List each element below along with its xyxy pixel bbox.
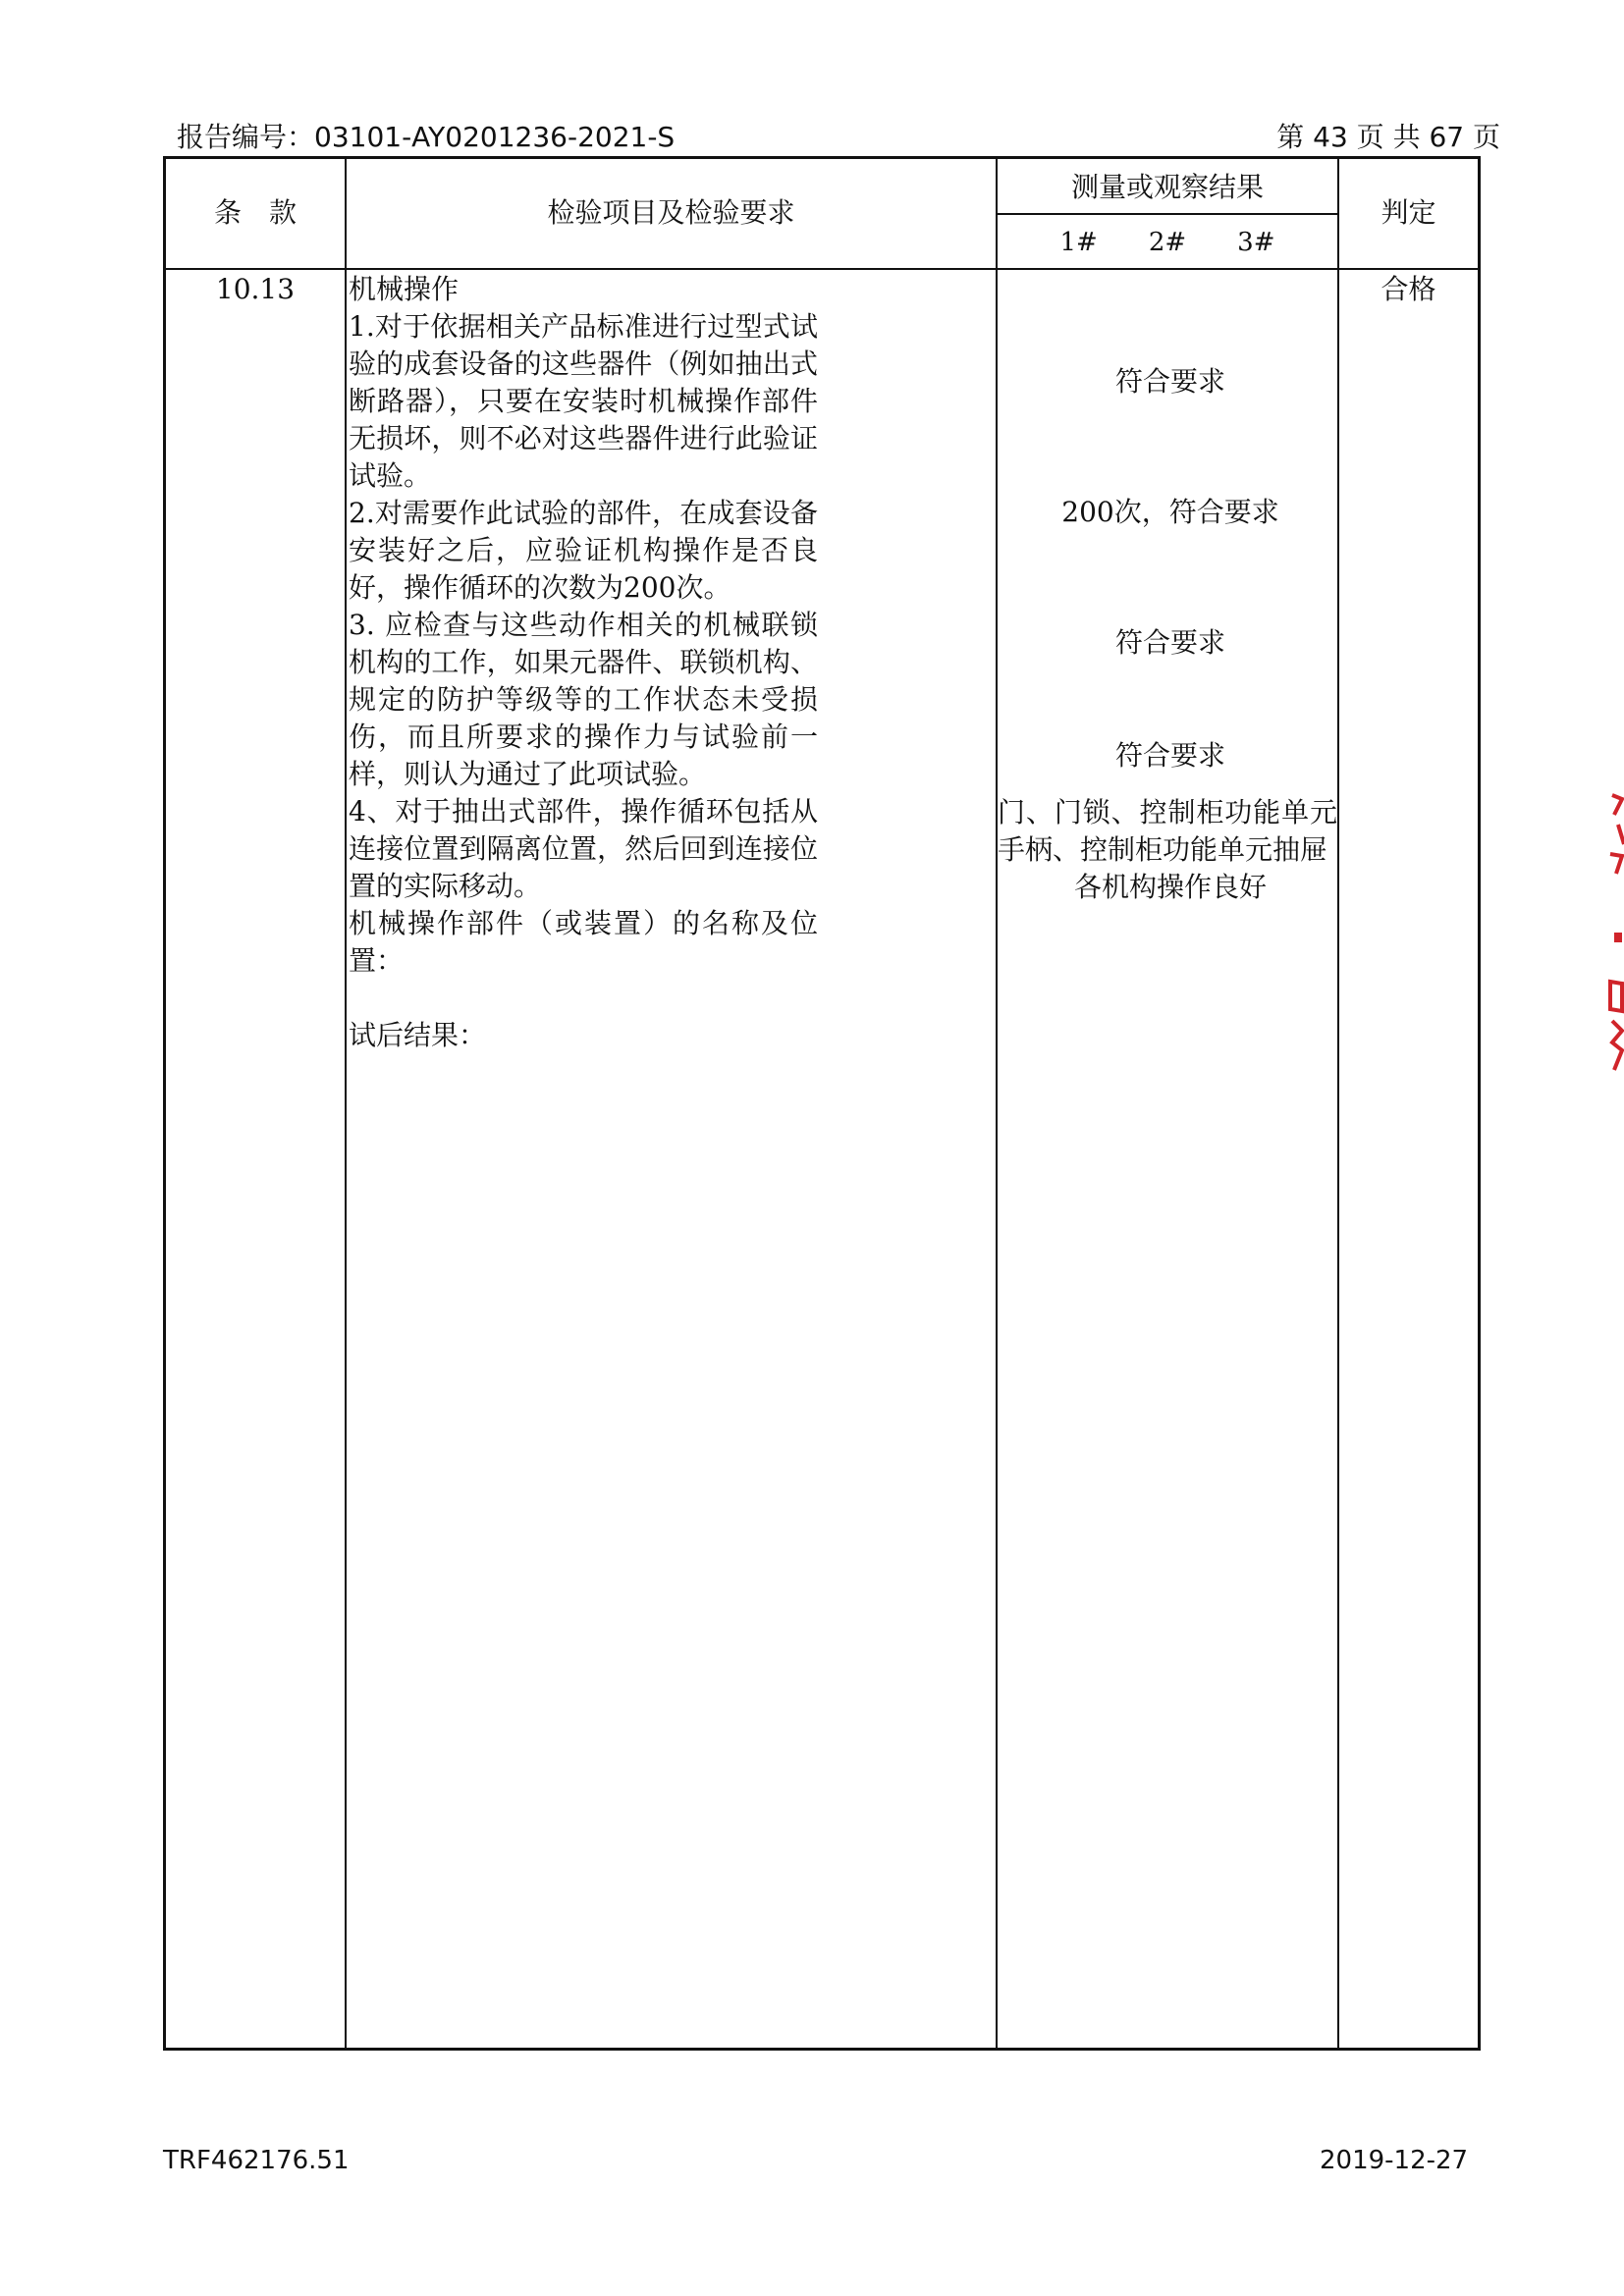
requirement-item: 2.对需要作此试验的部件，在成套设备安装好之后，应验证机构操作是否良好，操作循环的次数为200次。: [349, 497, 818, 604]
requirements-cell: [349, 271, 818, 1054]
result-subheader-divider: [996, 213, 1337, 215]
report-number: 报告编号：03101-AY0201236-2021-S: [177, 121, 676, 153]
clause-number: 10.13: [215, 273, 296, 305]
requirement-item: 1.对于依据相关产品标准进行过型式试验的成套设备的这些器件（例如抽出式断路器），只要在安装时机械操作部件无损坏，则不必对这些器件进行此验证试验。: [349, 310, 818, 492]
header-item: 检验项目及检验要求: [547, 196, 795, 229]
form-code: TRF462176.51: [163, 2146, 350, 2175]
result-value: 符合要求: [1114, 739, 1225, 772]
header-clause: 条 款: [213, 196, 297, 229]
column-divider: [345, 159, 347, 2048]
result-value: 符合要求: [1114, 365, 1225, 398]
column-divider: [1337, 159, 1339, 2048]
result-value: 符合要求: [1114, 626, 1225, 659]
requirement-spacer: [349, 980, 818, 1017]
requirement-item: 试后结果：: [349, 1019, 487, 1051]
requirement-title: 机械操作: [349, 273, 460, 305]
result-value: 200次，符合要求: [1061, 496, 1279, 528]
footer-date: 2019-12-27: [1320, 2146, 1469, 2175]
column-divider: [996, 159, 998, 2048]
result-value: 门、门锁、控制柜功能单元手柄、控制柜功能单元抽屉: [998, 796, 1337, 866]
requirement-item: 4、对于抽出式部件，操作循环包括从连接位置到隔离位置，然后回到连接位置的实际移动。: [349, 795, 818, 902]
result-value: 各机构操作良好: [1073, 871, 1267, 903]
header-divider: [166, 268, 1478, 270]
inspection-table: [163, 156, 1481, 2051]
stamp-fragment-icon: [1608, 785, 1624, 1080]
requirement-item: 3. 应检查与这些动作相关的机械联锁机构的工作，如果元器件、联锁机构、规定的防护等级等的工作状态未受损伤，而且所要求的操作力与试验前一样，则认为通过了此项试验。: [349, 609, 818, 790]
header-verdict: 判定: [1380, 196, 1436, 229]
header-result: 测量或观察结果: [1070, 171, 1264, 203]
verdict-value: 合格: [1380, 273, 1436, 305]
requirement-item: 机械操作部件（或装置）的名称及位置：: [349, 907, 818, 977]
header-samples: 1# 2# 3#: [1059, 228, 1275, 257]
page-indicator: 第 43 页 共 67 页: [1276, 121, 1500, 153]
